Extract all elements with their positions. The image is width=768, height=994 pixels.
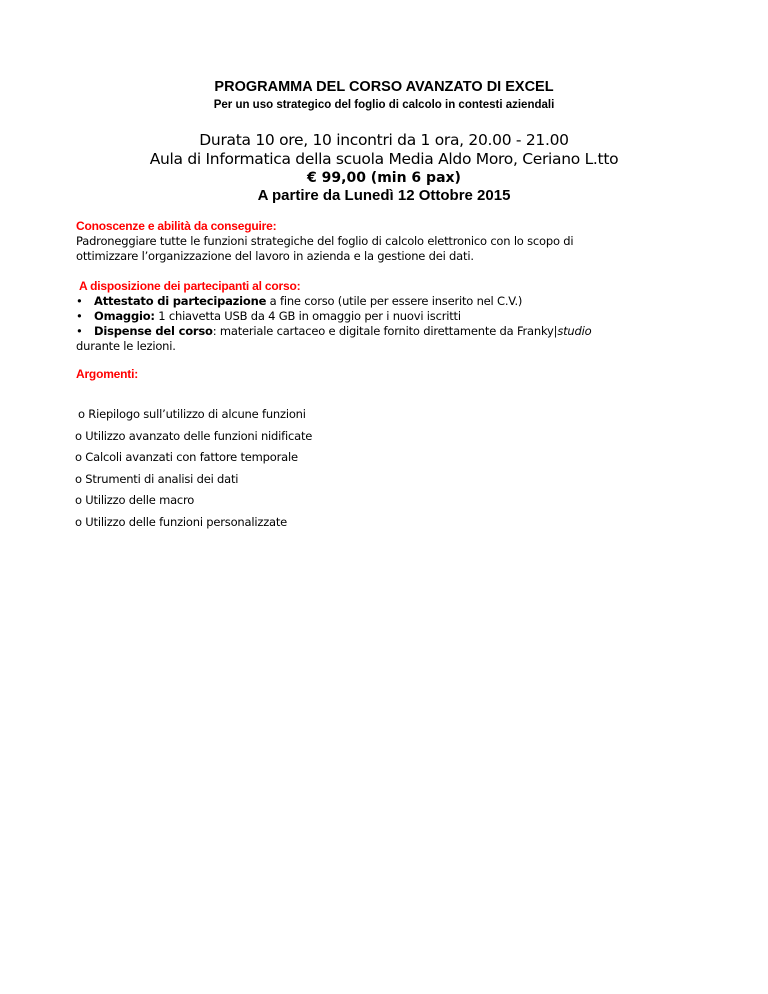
conoscenze-line-2: ottimizzare l’organizzazione del lavoro in azienda e la gestione dei dati. [76,249,474,263]
course-subtitle: Per un uso strategico del foglio di calcolo in contesti aziendali [213,99,555,111]
topic-item: o Calcoli avanzati con fattore temporale [75,450,298,464]
bullet-icon: • [76,309,83,323]
topic-item: o Utilizzo avanzato delle funzioni nidificate [75,428,313,443]
dispense-label: Dispense del corso [94,324,213,338]
bullet-icon: • [76,324,83,338]
course-price: € 99,00 (min 6 pax) [307,170,461,186]
course-title: PROGRAMMA DEL CORSO AVANZATO DI EXCEL [214,79,554,95]
section-conoscenze [76,219,696,264]
topic-item: o Strumenti di analisi dei dati [75,471,239,486]
topic-item: o Utilizzo delle funzioni personalizzate [75,514,288,529]
attestato-label: Attestato di partecipazione [94,294,267,308]
course-location: Aula di Informatica della scuola Media Aldo Moro, Ceriano L.tto [149,150,619,168]
dispense-studio: studio [557,324,592,338]
disposizione-item-dispense [76,324,696,339]
section-disposizione [76,279,696,354]
disposizione-heading: A disposizione dei partecipanti al corso: [79,279,301,293]
course-start-date: A partire da Lunedì 12 Ottobre 2015 [257,187,511,204]
section-argomenti [76,367,696,382]
argomenti-heading: Argomenti: [76,367,138,381]
omaggio-text: 1 chiavetta USB da 4 GB in omaggio per i nuovi iscritti [154,309,461,323]
conoscenze-heading: Conoscenze e abilità da conseguire: [76,219,277,233]
course-duration: Durata 10 ore, 10 incontri da 1 ora, 20.00 - 21.00 [199,131,569,149]
topics-list [75,404,312,533]
topic-item: o Riepilogo sull’utilizzo di alcune funzioni [78,407,306,421]
dispense-text: : materiale cartaceo e digitale fornito direttamente da Franky| [212,324,558,338]
dispense-continuation: durante le lezioni. [76,339,176,353]
disposizione-item-omaggio [76,309,696,324]
conoscenze-line-1: Padroneggiare tutte le funzioni strategiche del foglio di calcolo elettronico con lo scopo di [76,234,574,248]
disposizione-item-attestato [76,294,696,309]
attestato-text: a fine corso (utile per essere inserito nel C.V.) [266,294,523,308]
topic-item: o Utilizzo delle macro [75,493,195,507]
bullet-icon: • [76,294,83,308]
omaggio-label: Omaggio: [94,309,155,323]
